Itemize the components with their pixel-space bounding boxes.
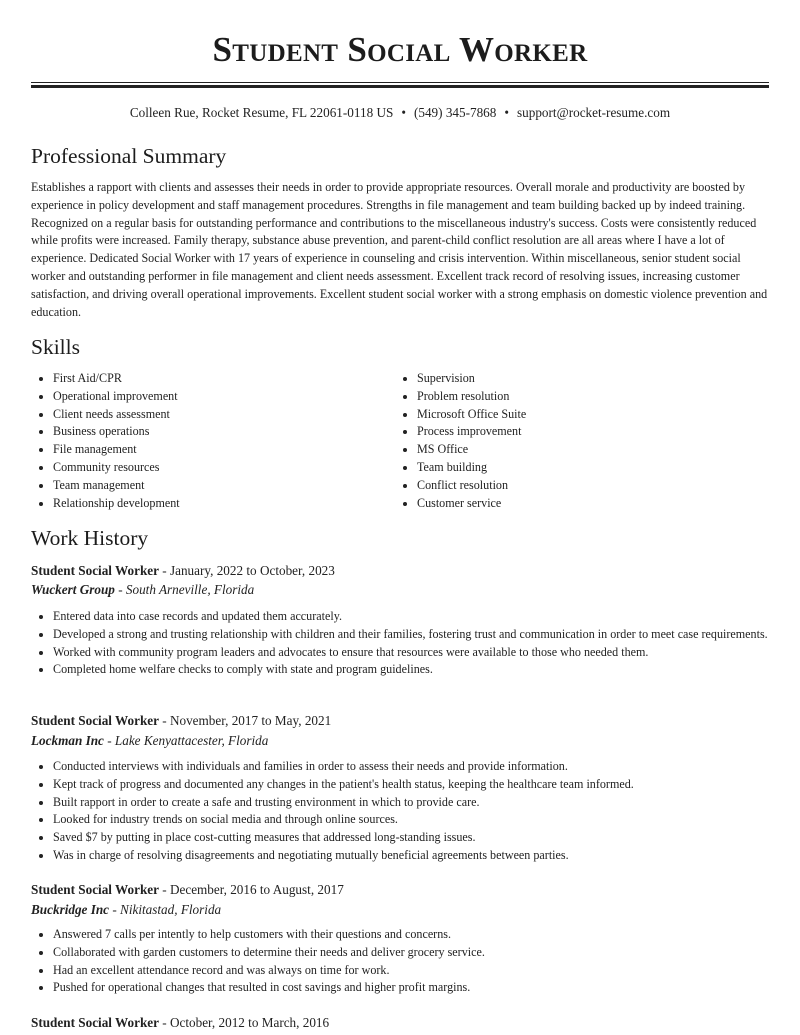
duty-item: • Answered 7 calls per intently to help customers with their questions and concerns. (53, 926, 768, 944)
skill-item: • Client needs assessment (53, 406, 393, 424)
contact-address: Colleen Rue, Rocket Resume, FL 22061-0118 US (129, 105, 394, 120)
skill-item: • Conflict resolution (417, 477, 757, 495)
skill-item: • MS Office (417, 441, 757, 459)
skill-item: • Customer service (417, 495, 757, 513)
job-title: Student Social Worker (31, 563, 159, 578)
job-dates: - October, 2012 to March, 2016 (158, 1015, 330, 1030)
summary-text: Establishes a rapport with clients and assesses their needs in order to provide appropriate resources. Overall morale and productivity are boosted by experience in policy development and staff management procedures. Strengths in file management and team building backed up by indeed training. Recognized on a regular basis for outstanding performance and contributions to the miscellaneous industry's success. Costs were consistently reduced while profits were increased. Family therapy, substance abuse prevention, and parent-child conflict resolution are all areas where I have a lot of experience. Dedicated Social Worker with 17 years of experience in counseling and crisis intervention. Within miscellaneous, senior student social worker and outstanding performer in file management and client needs assessment. Excellent track record of resolving issues, increasing customer satisfaction, and driving overall operational improvements. Excellent student social worker with a strong emphasis on domestic violence prevention and education. (31, 180, 768, 319)
skill-item: • Supervision (417, 370, 757, 388)
skills-list-left (31, 370, 393, 512)
employer-name: Lockman Inc (31, 733, 104, 748)
job-title: Student Social Worker (31, 882, 159, 897)
job-title: Student Social Worker (31, 713, 159, 728)
skills-heading: Skills (31, 335, 80, 359)
job-duties-list (31, 926, 768, 997)
skill-item: • Operational improvement (53, 388, 393, 406)
job-title-line (31, 881, 344, 899)
header-divider-thin (31, 82, 769, 83)
skill-item: • Microsoft Office Suite (417, 406, 757, 424)
job-duties-list (31, 608, 768, 679)
duty-item: • Collaborated with garden customers to determine their needs and deliver grocery service. (53, 944, 768, 962)
job-duties-list (31, 758, 768, 865)
skill-item: • Team management (53, 477, 393, 495)
job-title-line (31, 712, 331, 730)
skill-item: • Community resources (53, 459, 393, 477)
employer-location: - Lake Kenyattacester, Florida (103, 733, 269, 748)
skill-item: • Business operations (53, 423, 393, 441)
skill-item: • Relationship development (53, 495, 393, 513)
skill-item: • First Aid/CPR (53, 370, 393, 388)
duty-item: • Had an excellent attendance record and was always on time for work. (53, 962, 768, 980)
duty-item: • Conducted interviews with individuals and families in order to assess their needs and provide information. (53, 758, 768, 776)
skill-item: • Team building (417, 459, 757, 477)
employer-line (31, 581, 254, 599)
job-title-line (31, 562, 335, 580)
job-title: Student Social Worker (31, 1015, 159, 1030)
duty-item: • Completed home welfare checks to comply with state and program guidelines. (53, 661, 768, 679)
skills-list-right (395, 370, 757, 512)
header-divider-thick (31, 85, 769, 88)
job-dates: - January, 2022 to October, 2023 (158, 563, 335, 578)
summary-heading: Professional Summary (31, 144, 227, 168)
duty-item: • Kept track of progress and documented any changes in the patient's health status, keeping the healthcare team informed. (53, 776, 768, 794)
resume-title: Student Social Worker (212, 30, 588, 69)
contact-line (0, 104, 800, 122)
duty-item: • Developed a strong and trusting relationship with children and their families, fostering trust and communication in order to meet case requirements. (53, 626, 768, 644)
skill-item: • Problem resolution (417, 388, 757, 406)
job-dates: - November, 2017 to May, 2021 (158, 713, 332, 728)
skill-item: • File management (53, 441, 393, 459)
skill-item: • Process improvement (417, 423, 757, 441)
duty-item: • Pushed for operational changes that resulted in cost savings and higher profit margins. (53, 979, 768, 997)
employer-line (31, 732, 268, 750)
employer-location: - South Arneville, Florida (114, 582, 255, 597)
duty-item: • Saved $7 by putting in place cost-cutting measures that addressed long-standing issues. (53, 829, 768, 847)
contact-phone: (549) 345-7868 (413, 105, 497, 120)
contact-email: support@rocket-resume.com (517, 105, 671, 120)
duty-item: • Worked with community program leaders and advocates to ensure that resources were available to those who needed them. (53, 644, 768, 662)
job-dates: - December, 2016 to August, 2017 (158, 882, 344, 897)
work-history-heading: Work History (31, 526, 149, 550)
duty-item: • Looked for industry trends on social media and through online sources. (53, 811, 768, 829)
contact-separator: • (401, 105, 406, 120)
job-title-line (31, 1014, 329, 1032)
employer-location: - Nikitastad, Florida (109, 902, 222, 917)
contact-separator: • (504, 105, 509, 120)
employer-name: Wuckert Group (31, 582, 115, 597)
duty-item: • Built rapport in order to create a safe and trusting environment in which to provide care. (53, 794, 768, 812)
employer-name: Buckridge Inc (31, 902, 110, 917)
employer-line (31, 901, 221, 919)
duty-item: • Was in charge of resolving disagreements and negotiating mutually beneficial agreements between parties. (53, 847, 768, 865)
duty-item: • Entered data into case records and updated them accurately. (53, 608, 768, 626)
